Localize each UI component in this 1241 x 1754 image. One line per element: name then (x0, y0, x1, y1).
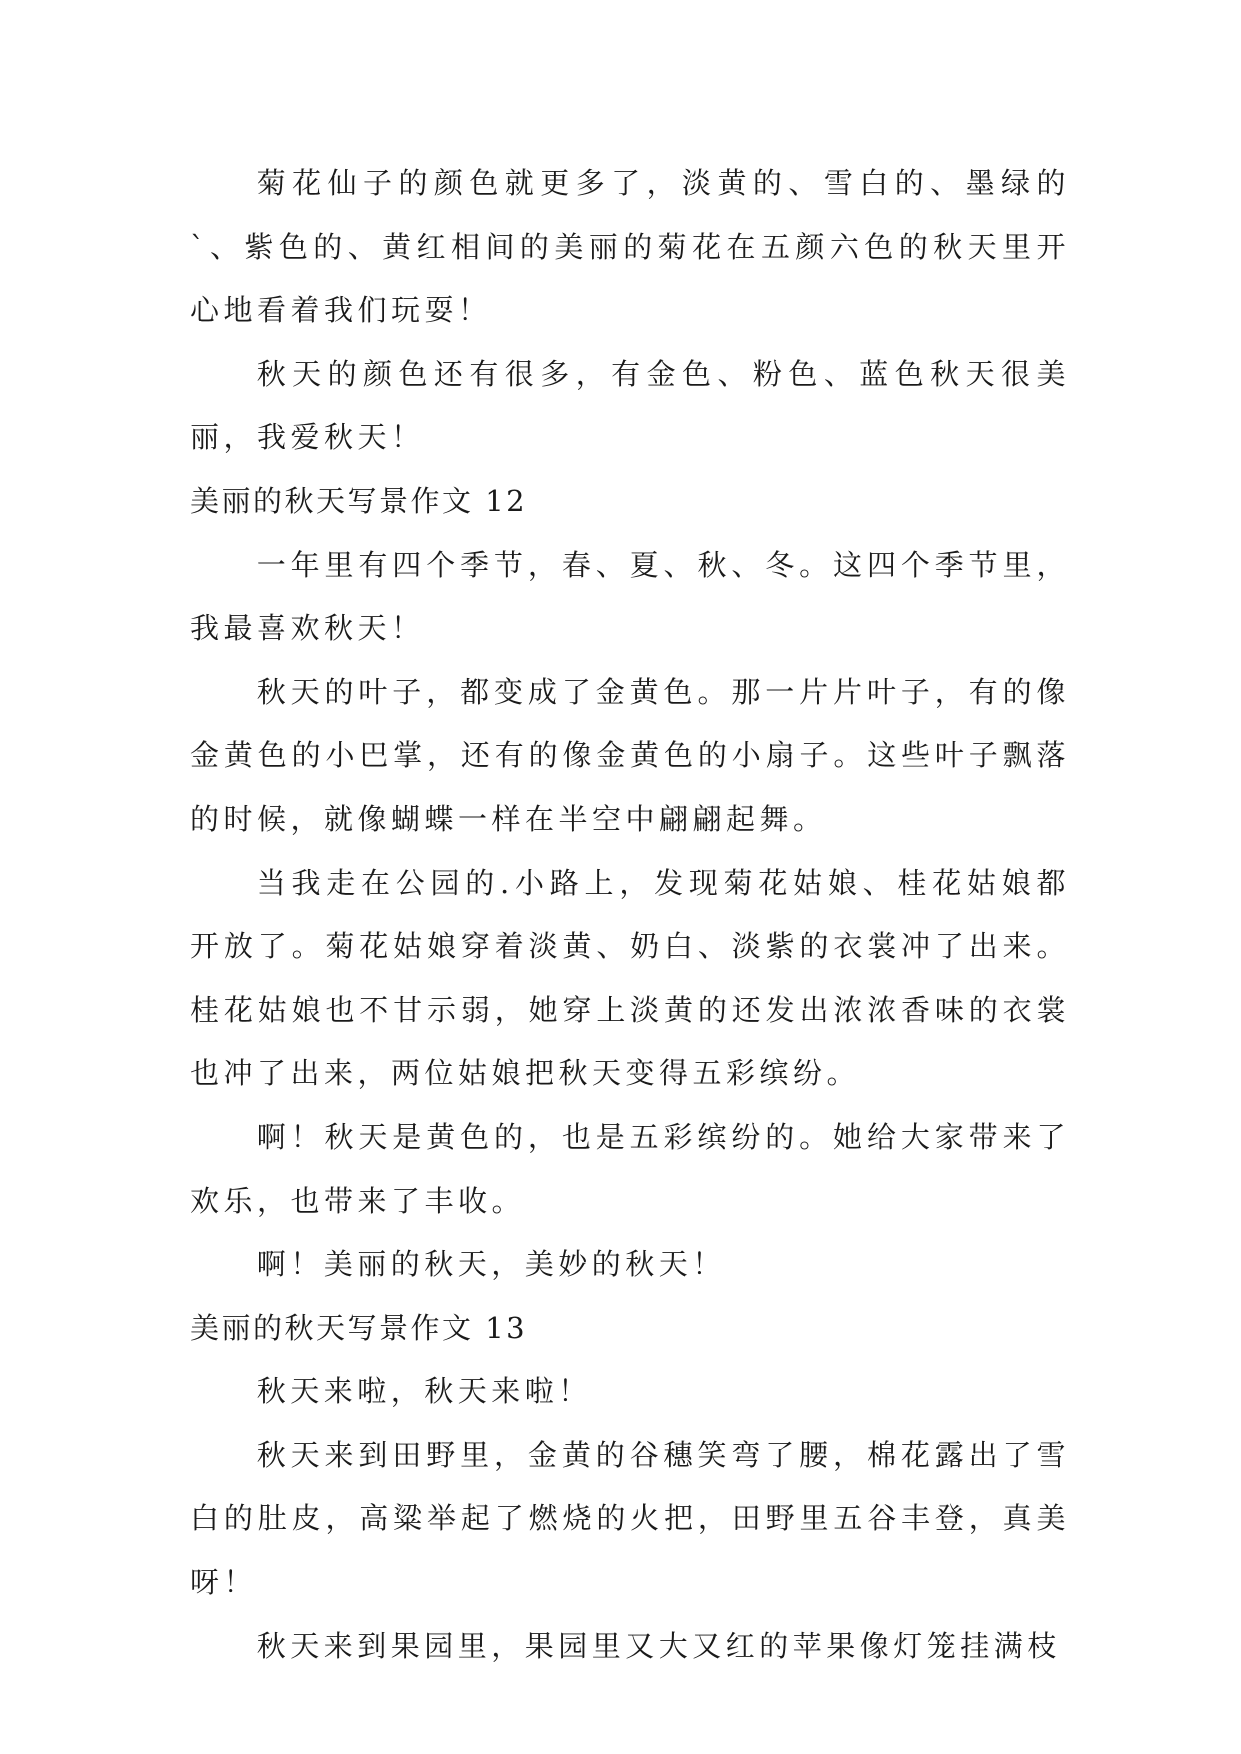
section-heading: 美丽的秋天写景作文 13 (190, 1310, 528, 1345)
paragraph: 秋天的叶子，都变成了金黄色。那一片片叶子，有的像金黄色的小巴掌，还有的像金黄色的小扇子。这些叶子飘落的时候，就像蝴蝶一样在半空中翩翩起舞。 (190, 674, 1070, 836)
paragraph: 秋天的颜色还有很多，有金色、粉色、蓝色秋天很美丽，我爱秋天！ (190, 356, 1070, 455)
document-body (190, 152, 1070, 1678)
paragraph: 啊！秋天是黄色的，也是五彩缤纷的。她给大家带来了欢乐，也带来了丰收。 (190, 1119, 1070, 1218)
paragraph: 秋天来啦，秋天来啦！ (256, 1374, 592, 1409)
paragraph: 菊花仙子的颜色就更多了，淡黄的、雪白的、墨绿的`、紫色的、黄红相间的美丽的菊花在五颜六色的秋天里开心地看着我们玩耍！ (190, 166, 1070, 328)
paragraph: 秋天来到果园里，果园里又大又红的苹果像灯笼挂满枝 (256, 1628, 1061, 1663)
paragraph: 啊！美丽的秋天，美妙的秋天！ (256, 1247, 726, 1282)
section-heading: 美丽的秋天写景作文 12 (190, 483, 528, 518)
paragraph: 秋天来到田野里，金黄的谷穗笑弯了腰，棉花露出了雪白的肚皮，高粱举起了燃烧的火把，田野里五谷丰登，真美呀！ (190, 1437, 1070, 1600)
paragraph: 一年里有四个季节，春、夏、秋、冬。这四个季节里，我最喜欢秋天！ (190, 547, 1070, 646)
paragraph: 当我走在公园的.小路上，发现菊花姑娘、桂花姑娘都开放了。菊花姑娘穿着淡黄、奶白、淡紫的衣裳冲了出来。桂花姑娘也不甘示弱，她穿上淡黄的还发出浓浓香味的衣裳也冲了出来，两位姑娘把秋天变得五彩缤纷。 (190, 865, 1070, 1091)
